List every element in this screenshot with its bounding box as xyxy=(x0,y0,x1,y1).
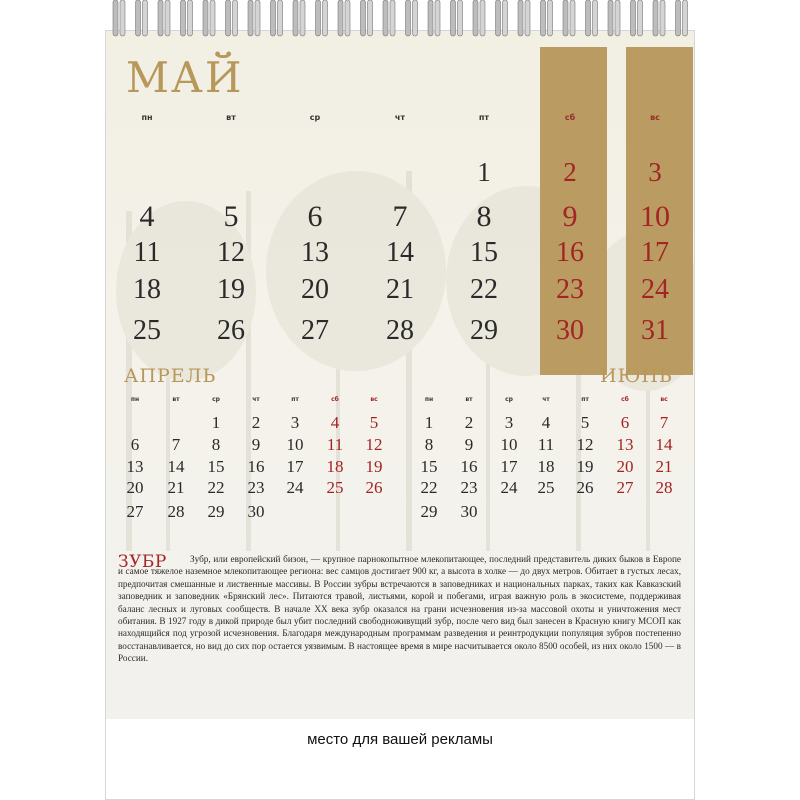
day-cell: 30 xyxy=(556,315,584,346)
month-title: МАЙ xyxy=(126,53,244,102)
spiral-ring xyxy=(248,0,253,36)
mini-day-cell: 5 xyxy=(369,413,379,432)
mini-day-cell: 3 xyxy=(504,413,514,432)
day-cell: 21 xyxy=(386,274,414,305)
spiral-ring xyxy=(548,0,553,36)
mini-day-cell: 13 xyxy=(616,435,634,454)
mini-day-cell: 24 xyxy=(500,478,518,497)
spiral-ring xyxy=(413,0,418,36)
mini-day-cell: 29 xyxy=(420,502,438,521)
mini-weekday-label: чт xyxy=(252,396,260,403)
day-cell: 18 xyxy=(133,274,161,305)
mini-weekday-label: вт xyxy=(465,396,473,403)
spiral-ring xyxy=(676,0,681,36)
mini-day-cell: 12 xyxy=(365,435,383,454)
spiral-ring xyxy=(338,0,343,36)
mini-day-cell: 12 xyxy=(576,435,594,454)
spiral-ring xyxy=(451,0,456,36)
spiral-ring xyxy=(345,0,350,36)
spiral-ring xyxy=(435,0,440,36)
mini-weekday-label: сб xyxy=(331,396,339,403)
weekday-label: вт xyxy=(226,113,236,122)
spiral-ring xyxy=(653,0,658,36)
mini-weekday-label: вс xyxy=(660,396,668,403)
day-cell: 13 xyxy=(301,237,329,268)
day-cell: 8 xyxy=(476,200,492,233)
spiral-ring xyxy=(323,0,328,36)
spiral-ring xyxy=(518,0,523,36)
spiral-ring xyxy=(143,0,148,36)
calendar-page xyxy=(105,30,695,800)
mini-day-cell: 22 xyxy=(207,478,225,497)
spiral-ring xyxy=(165,0,170,36)
day-cell: 31 xyxy=(641,315,669,346)
mini-day-cell: 5 xyxy=(580,413,590,432)
spiral-ring xyxy=(406,0,411,36)
mini-day-cell: 20 xyxy=(126,478,144,497)
day-cell: 24 xyxy=(641,274,669,305)
mini-day-cell: 21 xyxy=(167,478,185,497)
spiral-ring xyxy=(233,0,238,36)
mini-day-cell: 21 xyxy=(655,457,673,476)
day-cell: 9 xyxy=(562,200,578,233)
spiral-ring xyxy=(226,0,231,36)
day-cell: 20 xyxy=(301,274,329,305)
spiral-ring xyxy=(120,0,125,36)
spiral-ring xyxy=(570,0,575,36)
mini-day-cell: 8 xyxy=(424,435,434,454)
article-text: Зубр, или европейский бизон, — крупное парнокопытное млекопитающее, последний представитель диких быков в Европе и самое тяжелое наземное млекопитающее региона: вес самцов достигает 900 кг, а высота в холке — до двух метров. Обитает в густых лесах, предпочитая смешанные и лиственные массивы. В России зубры встречаются в заповедниках и национальных парках, таких как Кавказский заповедник и заповедник «Брянский лес». Питаются травой, листьями, корой и побегами, играя важную роль в экосистеме, поддерживая баланс лесных и луговых сообществ. В начале XX века зубр оказался на грани исчезновения из-за массовой охоты и уничтожения мест обитания. В 1927 году в дикой природе был убит последний свободноживущий зубр, после чего вид был занесен в Красную книгу МСОП как находящийся под угрозой исчезновения. Благодаря международным программам разведения и реинтродукции популяция зубров постепенно восстанавливается, но вид до сих пор остается уязвимым. В настоящее время в мире насчитывается около 8500 особей, из них около 1500 — в России. xyxy=(118,554,681,664)
mini-weekday-label: вт xyxy=(172,396,180,403)
mini-day-cell: 18 xyxy=(537,457,555,476)
mini-day-cell: 29 xyxy=(207,502,225,521)
day-cell: 27 xyxy=(301,315,329,346)
spiral-ring xyxy=(615,0,620,36)
mini-weekday-label: вс xyxy=(370,396,378,403)
mini-day-cell: 14 xyxy=(655,435,673,454)
mini-weekday-label: пн xyxy=(424,396,434,403)
day-cell: 29 xyxy=(470,315,498,346)
mini-day-cell: 27 xyxy=(126,502,144,521)
mini-day-cell: 14 xyxy=(167,457,185,476)
spiral-ring xyxy=(525,0,530,36)
spiral-ring xyxy=(368,0,373,36)
day-cell: 19 xyxy=(217,274,245,305)
mini-day-cell: 6 xyxy=(130,435,140,454)
spiral-ring xyxy=(136,0,141,36)
day-cell: 23 xyxy=(556,274,584,305)
spiral-ring xyxy=(473,0,478,36)
mini-day-cell: 19 xyxy=(365,457,383,476)
mini-day-cell: 28 xyxy=(655,478,673,497)
mini-day-cell: 27 xyxy=(616,478,634,497)
spiral-ring xyxy=(255,0,260,36)
spiral-ring xyxy=(496,0,501,36)
mini-day-cell: 23 xyxy=(460,478,478,497)
mini-day-cell: 1 xyxy=(424,413,434,432)
advertising-placeholder: место для вашей рекламы xyxy=(307,731,493,748)
spiral-ring xyxy=(210,0,215,36)
day-cell: 10 xyxy=(640,200,670,233)
mini-day-cell: 16 xyxy=(460,457,478,476)
day-cell: 26 xyxy=(217,315,245,346)
mini-day-cell: 25 xyxy=(326,478,344,497)
mini-day-cell: 11 xyxy=(537,435,555,454)
mini-day-cell: 17 xyxy=(500,457,518,476)
day-cell: 15 xyxy=(470,237,498,268)
weekday-label: вс xyxy=(650,113,660,122)
spiral-ring xyxy=(361,0,366,36)
spiral-ring xyxy=(293,0,298,36)
mini-day-cell: 4 xyxy=(330,413,340,432)
spiral-ring xyxy=(480,0,485,36)
day-cell: 11 xyxy=(133,237,161,268)
weekday-label: пн xyxy=(141,113,153,122)
mini-day-cell: 9 xyxy=(251,435,261,454)
mini-day-cell: 26 xyxy=(365,478,383,497)
mini-day-cell: 7 xyxy=(659,413,669,432)
day-cell: 7 xyxy=(392,200,408,233)
spiral-ring xyxy=(181,0,186,36)
mini-weekday-label: чт xyxy=(542,396,550,403)
mini-day-cell: 6 xyxy=(620,413,630,432)
weekday-label: ср xyxy=(309,113,321,122)
mini-weekday-label: пт xyxy=(291,396,299,403)
mini-day-cell: 11 xyxy=(326,435,344,454)
day-cell: 6 xyxy=(307,200,323,233)
mini-day-cell: 15 xyxy=(420,457,438,476)
mini-day-cell: 24 xyxy=(286,478,304,497)
mini-day-cell: 16 xyxy=(247,457,265,476)
mini-day-cell: 28 xyxy=(167,502,185,521)
spiral-ring xyxy=(541,0,546,36)
mini-day-cell: 26 xyxy=(576,478,594,497)
mini-weekday-label: сб xyxy=(621,396,629,403)
mini-day-cell: 19 xyxy=(576,457,594,476)
day-cell: 4 xyxy=(139,200,155,233)
spiral-ring xyxy=(593,0,598,36)
day-cell: 3 xyxy=(648,157,662,187)
mini-day-cell: 2 xyxy=(464,413,474,432)
next-month-title: ИЮНЬ xyxy=(600,365,673,387)
spiral-ring xyxy=(608,0,613,36)
spiral-ring xyxy=(683,0,688,36)
day-cell: 22 xyxy=(470,274,498,305)
spiral-ring xyxy=(158,0,163,36)
mini-weekday-label: пт xyxy=(581,396,589,403)
spiral-ring xyxy=(300,0,305,36)
mini-weekday-label: пн xyxy=(130,396,140,403)
mini-day-cell: 9 xyxy=(464,435,474,454)
mini-day-cell: 25 xyxy=(537,478,555,497)
day-cell: 14 xyxy=(386,237,414,268)
mini-day-cell: 2 xyxy=(251,413,261,432)
mini-day-cell: 8 xyxy=(211,435,221,454)
mini-day-cell: 22 xyxy=(420,478,438,497)
spiral-ring xyxy=(188,0,193,36)
spiral-ring xyxy=(113,0,118,36)
day-cell: 12 xyxy=(217,237,245,268)
mini-day-cell: 3 xyxy=(290,413,300,432)
calendar-sheet xyxy=(106,31,694,719)
spiral-ring xyxy=(278,0,283,36)
spiral-ring xyxy=(586,0,591,36)
mini-day-cell: 7 xyxy=(171,435,181,454)
spiral-ring xyxy=(631,0,636,36)
prev-month-title: АПРЕЛЬ xyxy=(124,365,217,387)
mini-weekday-label: ср xyxy=(212,396,220,403)
day-cell: 1 xyxy=(477,157,491,187)
spiral-ring xyxy=(503,0,508,36)
mini-day-cell: 10 xyxy=(286,435,304,454)
spiral-ring xyxy=(638,0,643,36)
day-cell: 28 xyxy=(386,315,414,346)
day-cell: 25 xyxy=(133,315,161,346)
spiral-ring xyxy=(271,0,276,36)
day-cell: 2 xyxy=(563,157,577,187)
spiral-ring xyxy=(660,0,665,36)
spiral-ring xyxy=(383,0,388,36)
spiral-binding xyxy=(105,0,695,44)
day-cell: 17 xyxy=(641,237,669,268)
article-title: ЗУБР xyxy=(118,552,167,572)
mini-day-cell: 1 xyxy=(211,413,221,432)
mini-weekday-label: ср xyxy=(505,396,513,403)
mini-day-cell: 30 xyxy=(460,502,478,521)
mini-day-cell: 4 xyxy=(541,413,551,432)
spiral-ring xyxy=(458,0,463,36)
mini-day-cell: 10 xyxy=(500,435,518,454)
mini-day-cell: 30 xyxy=(247,502,265,521)
spiral-ring xyxy=(428,0,433,36)
mini-day-cell: 15 xyxy=(207,457,225,476)
spiral-ring xyxy=(316,0,321,36)
mini-day-cell: 18 xyxy=(326,457,344,476)
weekday-label: чт xyxy=(394,113,406,122)
mini-day-cell: 23 xyxy=(247,478,265,497)
day-cell: 5 xyxy=(223,200,239,233)
mini-day-cell: 13 xyxy=(126,457,144,476)
weekday-label: пт xyxy=(478,113,490,122)
spiral-ring xyxy=(203,0,208,36)
weekday-label: сб xyxy=(564,113,576,122)
spiral-ring xyxy=(390,0,395,36)
mini-day-cell: 17 xyxy=(286,457,304,476)
day-cell: 16 xyxy=(556,237,584,268)
spiral-ring xyxy=(563,0,568,36)
mini-day-cell: 20 xyxy=(616,457,634,476)
